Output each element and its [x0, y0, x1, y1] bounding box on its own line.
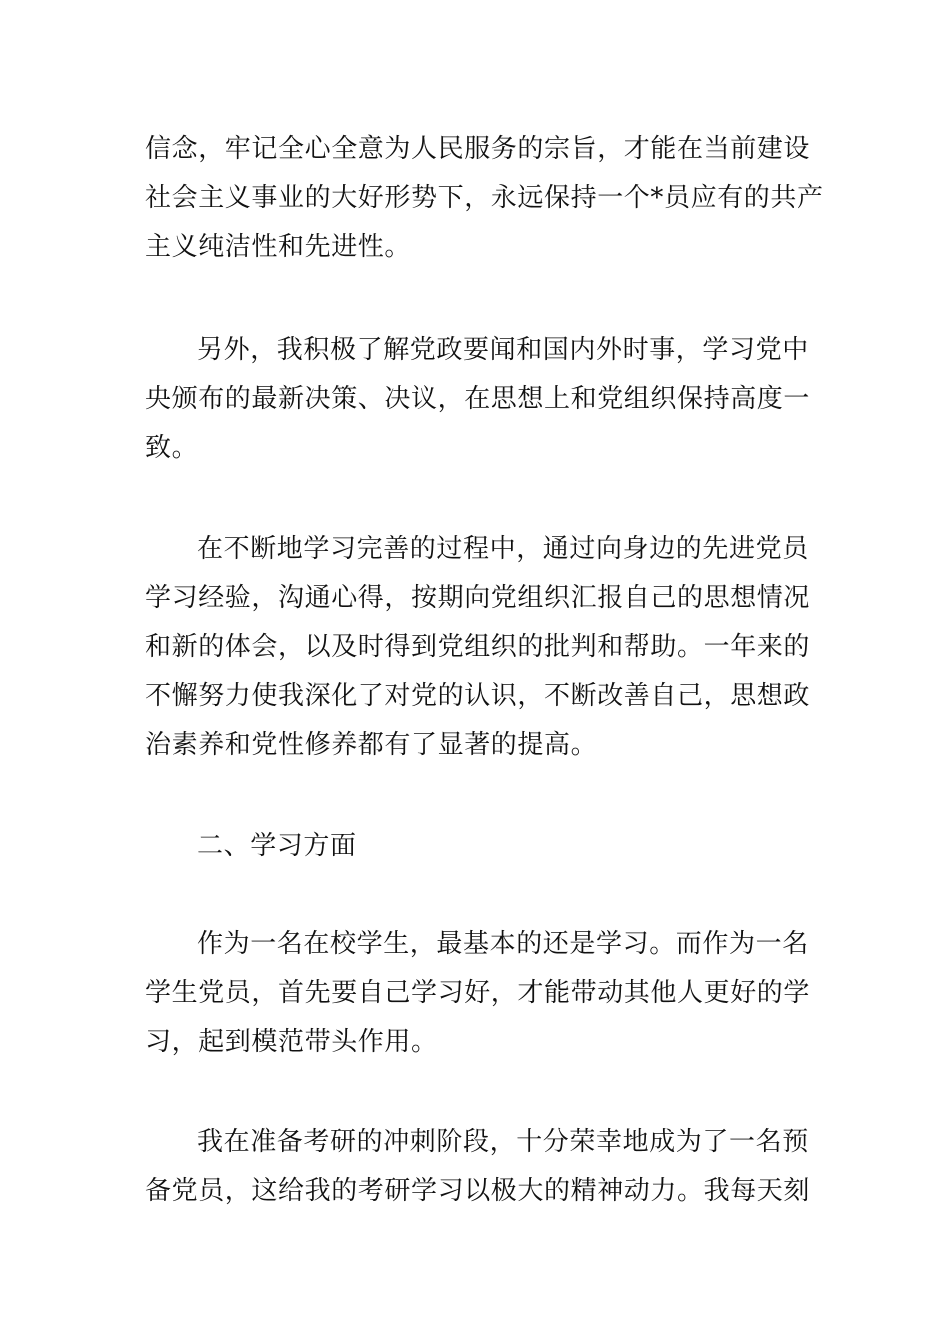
paragraph-line: 不懈努力使我深化了对党的认识，不断改善自己，思想政: [145, 681, 811, 711]
paragraph-line: 另外，我积极了解党政要闻和国内外时事，学习党中: [197, 335, 809, 365]
paragraph-line: 作为一名在校学生，最基本的还是学习。而作为一名: [197, 929, 809, 959]
paragraph-1: [145, 125, 824, 272]
paragraph-2: [145, 326, 811, 473]
paragraph-line: 学习经验，沟通心得，按期向党组织汇报自己的思想情况: [145, 583, 811, 613]
paragraph-line: 信念，牢记全心全意为人民服务的宗旨，才能在当前建设: [145, 134, 811, 164]
paragraph-line: 学生党员，首先要自己学习好，才能带动其他人更好的学: [145, 978, 811, 1008]
paragraph-line: 主义纯洁性和先进性。: [145, 232, 412, 262]
paragraph-4: [145, 920, 811, 1067]
section-heading: [145, 822, 807, 871]
paragraph-line: 央颁布的最新决策、决议，在思想上和党组织保持高度一: [145, 384, 811, 414]
paragraph-5: [145, 1118, 811, 1216]
paragraph-line: 习，起到模范带头作用。: [145, 1027, 438, 1057]
paragraph-line: 我在准备考研的冲刺阶段，十分荣幸地成为了一名预: [197, 1127, 809, 1157]
paragraph-line: 备党员，这给我的考研学习以极大的精神动力。我每天刻: [145, 1176, 811, 1206]
paragraph-line: 在不断地学习完善的过程中，通过向身边的先进党员: [197, 534, 809, 564]
paragraph-line: 治素养和党性修养都有了显著的提高。: [145, 730, 598, 760]
paragraph-line: 和新的体会，以及时得到党组织的批判和帮助。一年来的: [145, 632, 811, 662]
section-heading-text: 二、学习方面: [197, 831, 357, 861]
paragraph-line: 致。: [145, 433, 199, 463]
paragraph-3: [145, 525, 811, 770]
paragraph-line: 社会主义事业的大好形势下，永远保持一个*员应有的共产: [145, 183, 824, 213]
